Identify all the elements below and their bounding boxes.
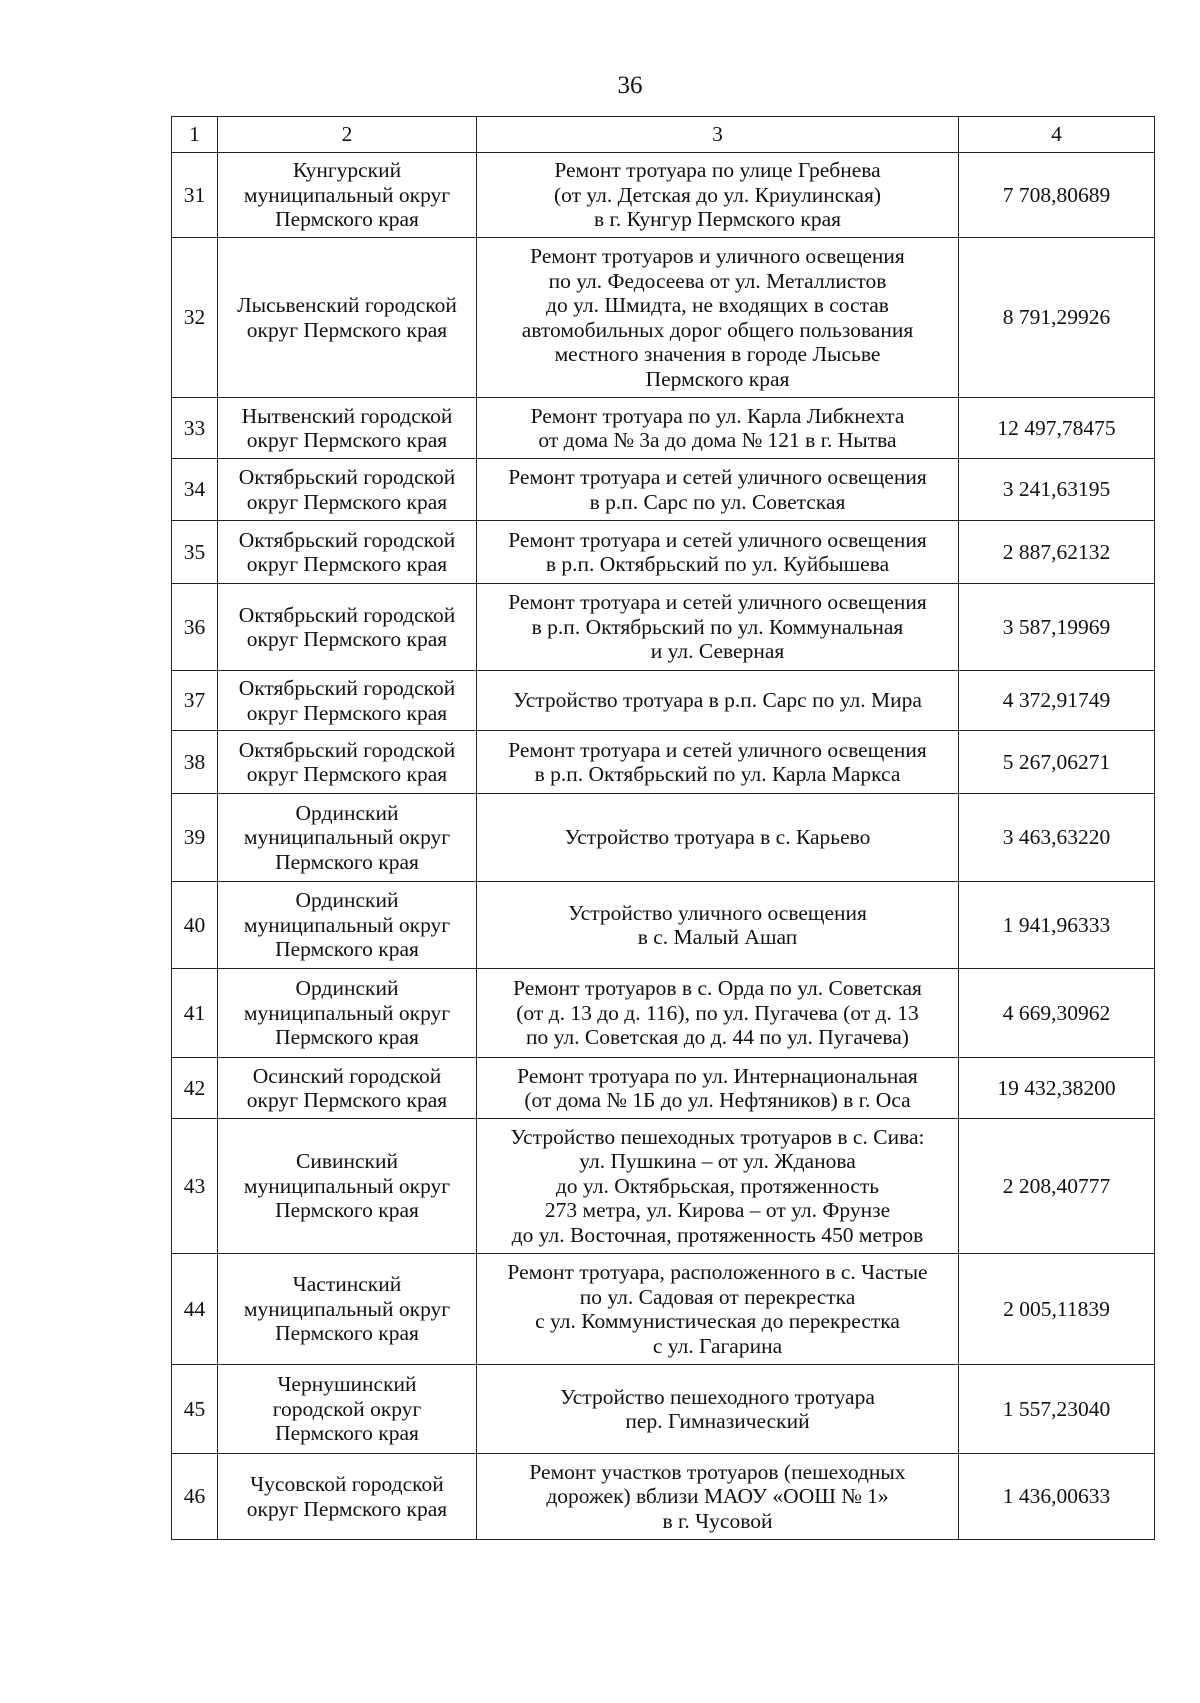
- work-description: Ремонт тротуара и сетей уличного освещения в р.п. Октябрьский по ул. Карла Маркса: [477, 731, 959, 794]
- work-description: Ремонт тротуара по улице Гребнева (от ул. Детская до ул. Криулинская) в г. Кунгур Пермского края: [477, 153, 959, 238]
- table-row: [172, 671, 1155, 731]
- work-description: Устройство уличного освещения в с. Малый Ашап: [477, 882, 959, 969]
- work-description: Ремонт тротуара и сетей уличного освещения в р.п. Октябрьский по ул. Куйбышева: [477, 521, 959, 584]
- district-name: Октябрьский городской округ Пермского края: [218, 459, 477, 521]
- work-description: Ремонт тротуара, расположенного в с. Частые по ул. Садовая от перекрестка с ул. Коммунистическая до перекрестка с ул. Гагарина: [477, 1254, 959, 1365]
- amount-value: 1 941,96333: [959, 882, 1155, 969]
- district-name: Осинский городской округ Пермского края: [218, 1058, 477, 1119]
- work-description: Ремонт тротуара по ул. Интернациональная (от дома № 1Б до ул. Нефтяников) в г. Оса: [477, 1058, 959, 1119]
- amount-value: 19 432,38200: [959, 1058, 1155, 1119]
- table-row: [172, 584, 1155, 671]
- work-description: Устройство пешеходного тротуара пер. Гимназический: [477, 1365, 959, 1454]
- district-name: Нытвенский городской округ Пермского края: [218, 398, 477, 459]
- row-number: 39: [172, 794, 218, 882]
- amount-value: 7 708,80689: [959, 153, 1155, 238]
- work-description: Устройство пешеходных тротуаров в с. Сива: ул. Пушкина – от ул. Жданова до ул. Октябрьская, протяженность 273 метра, ул. Кирова – от ул. Фрунзе до ул. Восточная, протяженность 450 метров: [477, 1119, 959, 1254]
- amount-value: 2 208,40777: [959, 1119, 1155, 1254]
- row-number: 36: [172, 584, 218, 671]
- registry-table: [171, 116, 1155, 1540]
- table-header-row: [172, 117, 1155, 153]
- table-row: [172, 153, 1155, 238]
- table-row: [172, 1454, 1155, 1540]
- row-number: 35: [172, 521, 218, 584]
- district-name: Лысьвенский городской округ Пермского края: [218, 238, 477, 398]
- amount-value: 1 436,00633: [959, 1454, 1155, 1540]
- row-number: 46: [172, 1454, 218, 1540]
- work-description: Устройство тротуара в с. Карьево: [477, 794, 959, 882]
- district-name: Октябрьский городской округ Пермского края: [218, 671, 477, 731]
- district-name: Ординский муниципальный округ Пермского края: [218, 794, 477, 882]
- amount-value: 4 669,30962: [959, 969, 1155, 1058]
- work-description: Ремонт тротуара по ул. Карла Либкнехта от дома № 3а до дома № 121 в г. Нытва: [477, 398, 959, 459]
- work-description: Ремонт тротуара и сетей уличного освещения в р.п. Сарс по ул. Советская: [477, 459, 959, 521]
- district-name: Частинский муниципальный округ Пермского края: [218, 1254, 477, 1365]
- work-description: Устройство тротуара в р.п. Сарс по ул. Мира: [477, 671, 959, 731]
- row-number: 34: [172, 459, 218, 521]
- amount-value: 3 587,19969: [959, 584, 1155, 671]
- district-name: Чернушинский городской округ Пермского края: [218, 1365, 477, 1454]
- table-row: [172, 882, 1155, 969]
- row-number: 33: [172, 398, 218, 459]
- row-number: 37: [172, 671, 218, 731]
- table-row: [172, 521, 1155, 584]
- row-number: 31: [172, 153, 218, 238]
- amount-value: 2 005,11839: [959, 1254, 1155, 1365]
- table-row: [172, 398, 1155, 459]
- district-name: Чусовской городской округ Пермского края: [218, 1454, 477, 1540]
- table-row: [172, 969, 1155, 1058]
- table-row: [172, 794, 1155, 882]
- amount-value: 3 241,63195: [959, 459, 1155, 521]
- row-number: 44: [172, 1254, 218, 1365]
- row-number: 43: [172, 1119, 218, 1254]
- district-name: Ординский муниципальный округ Пермского края: [218, 882, 477, 969]
- column-header-4: 4: [959, 117, 1155, 153]
- row-number: 32: [172, 238, 218, 398]
- table-row: [172, 459, 1155, 521]
- table-row: [172, 1119, 1155, 1254]
- work-description: Ремонт тротуаров в с. Орда по ул. Советская (от д. 13 до д. 116), по ул. Пугачева (от д. 13 по ул. Советская до д. 44 по ул. Пугачева): [477, 969, 959, 1058]
- amount-value: 12 497,78475: [959, 398, 1155, 459]
- table-row: [172, 238, 1155, 398]
- row-number: 45: [172, 1365, 218, 1454]
- column-header-3: 3: [477, 117, 959, 153]
- amount-value: 5 267,06271: [959, 731, 1155, 794]
- district-name: Сивинский муниципальный округ Пермского края: [218, 1119, 477, 1254]
- work-description: Ремонт тротуара и сетей уличного освещения в р.п. Октябрьский по ул. Коммунальная и ул. Северная: [477, 584, 959, 671]
- table-row: [172, 1058, 1155, 1119]
- column-header-2: 2: [218, 117, 477, 153]
- table-row: [172, 1254, 1155, 1365]
- amount-value: 3 463,63220: [959, 794, 1155, 882]
- row-number: 40: [172, 882, 218, 969]
- amount-value: 1 557,23040: [959, 1365, 1155, 1454]
- table-row: [172, 731, 1155, 794]
- table-row: [172, 1365, 1155, 1454]
- district-name: Кунгурский муниципальный округ Пермского края: [218, 153, 477, 238]
- district-name: Октябрьский городской округ Пермского края: [218, 584, 477, 671]
- amount-value: 2 887,62132: [959, 521, 1155, 584]
- row-number: 41: [172, 969, 218, 1058]
- page-number: 36: [617, 72, 643, 99]
- district-name: Ординский муниципальный округ Пермского края: [218, 969, 477, 1058]
- row-number: 38: [172, 731, 218, 794]
- work-description: Ремонт тротуаров и уличного освещения по ул. Федосеева от ул. Металлистов до ул. Шмидта, не входящих в состав автомобильных дорог общего пользования местного значения в городе Лысьве Пермского края: [477, 238, 959, 398]
- amount-value: 4 372,91749: [959, 671, 1155, 731]
- column-header-1: 1: [172, 117, 218, 153]
- district-name: Октябрьский городской округ Пермского края: [218, 521, 477, 584]
- work-description: Ремонт участков тротуаров (пешеходных дорожек) вблизи МАОУ «ООШ № 1» в г. Чусовой: [477, 1454, 959, 1540]
- row-number: 42: [172, 1058, 218, 1119]
- amount-value: 8 791,29926: [959, 238, 1155, 398]
- district-name: Октябрьский городской округ Пермского края: [218, 731, 477, 794]
